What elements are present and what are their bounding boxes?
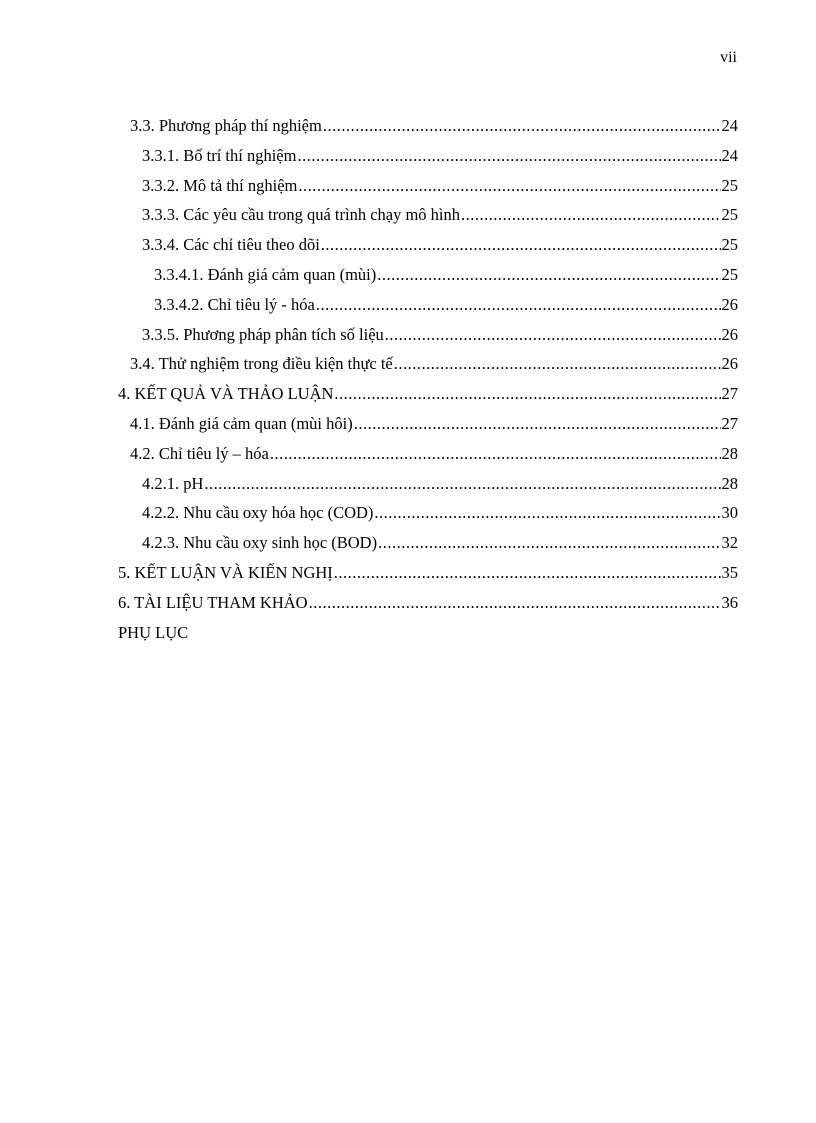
toc-entry[interactable] [130,441,738,471]
toc-entry-label: 5. KẾT LUẬN VÀ KIẾN NGHỊ [118,562,333,582]
toc-entry-label: 4.2.1. pH [142,473,204,493]
toc-entry-page: 27 [721,413,738,433]
toc-entry[interactable] [118,590,738,620]
toc-entry[interactable] [142,202,738,232]
toc-entry-label: 3.3.2. Mô tả thí nghiệm [142,175,298,195]
toc-entry[interactable] [130,113,738,143]
toc-entry-page: 25 [721,205,738,225]
toc-dot-leader [204,473,720,495]
toc-entry-page: 28 [721,473,738,493]
toc-dot-leader [394,353,721,375]
toc-entry-label: 3.3.4.2. Chỉ tiêu lý - hóa [154,294,315,314]
toc-entry-label: 3.3.3. Các yêu cầu trong quá trình chạy mô hình [142,205,461,225]
toc-dot-leader [378,532,720,554]
toc-dot-leader [321,234,721,256]
toc-entry-label: 3.3. Phương pháp thí nghiệm [130,116,322,135]
toc-dot-leader [354,413,721,435]
toc-entry-page: 30 [721,503,738,523]
toc-entry-label: 4.2.3. Nhu cầu oxy sinh học (BOD) [142,533,378,553]
toc-entry-page: 25 [721,175,738,195]
toc-entry[interactable] [130,411,738,441]
toc-entry[interactable] [142,500,738,530]
toc-entry-label: 4. KẾT QUẢ VÀ THẢO LUẬN [118,384,334,404]
toc-entry-label: 3.3.4. Các chỉ tiêu theo dõi [142,235,320,255]
toc-dot-leader [334,562,721,584]
toc-dot-leader [461,204,720,226]
toc-entry-page: 24 [721,116,738,135]
toc-entry-label: 3.3.4.1. Đánh giá cảm quan (mùi) [154,264,377,284]
toc-entry-page: 26 [721,324,738,344]
toc-entry[interactable] [154,292,738,322]
toc-entry[interactable] [142,530,738,560]
toc-entry-label: 4.2.2. Nhu cầu oxy hóa học (COD) [142,503,374,523]
toc-entry[interactable] [142,232,738,262]
toc-dot-leader [309,592,721,614]
toc-entry-page: 25 [721,235,738,255]
toc-entry-label: 3.3.5. Phương pháp phân tích số liệu [142,324,384,344]
toc-entry[interactable] [118,381,738,411]
toc-dot-leader [316,294,721,316]
page-number: vii [720,49,737,66]
toc-entry[interactable] [142,173,738,203]
toc-entry-page: 24 [721,145,738,165]
toc-entry-page: 26 [721,354,738,374]
toc-entry-page: 26 [721,294,738,314]
toc-dot-leader [298,175,720,197]
toc-entry[interactable] [142,471,738,501]
toc-entry[interactable] [142,143,738,173]
toc-entry-page: 25 [721,264,738,284]
toc-dot-leader [377,264,720,286]
toc-entry-page: 36 [721,592,738,612]
toc-dot-leader [374,502,720,524]
toc-dot-leader [334,383,720,405]
toc-entry-label: 3.4. Thử nghiệm trong điều kiện thực tế [130,354,393,374]
toc-entry-label: 4.2. Chỉ tiêu lý – hóa [130,443,269,463]
toc-dot-leader [270,443,721,465]
toc-dot-leader [385,324,721,346]
toc-entry[interactable] [118,560,738,590]
toc-entry[interactable] [154,262,738,292]
toc-entry-page: 27 [721,384,738,404]
toc-entry-page: 28 [721,443,738,463]
toc-appendix[interactable]: PHỤ LỤC [118,622,189,642]
toc-dot-leader [323,115,721,137]
table-of-contents [0,113,816,651]
toc-entry-label: 6. TÀI LIỆU THAM KHẢO [118,592,308,612]
toc-entry-page: 32 [721,533,738,553]
toc-entry-label: 4.1. Đánh giá cảm quan (mùi hôi) [130,413,353,433]
toc-entry[interactable] [142,322,738,352]
toc-entry[interactable] [130,351,738,381]
toc-entry-label: 3.3.1. Bố trí thí nghiệm [142,145,297,165]
toc-entry-page: 35 [721,562,738,582]
toc-dot-leader [297,145,720,167]
